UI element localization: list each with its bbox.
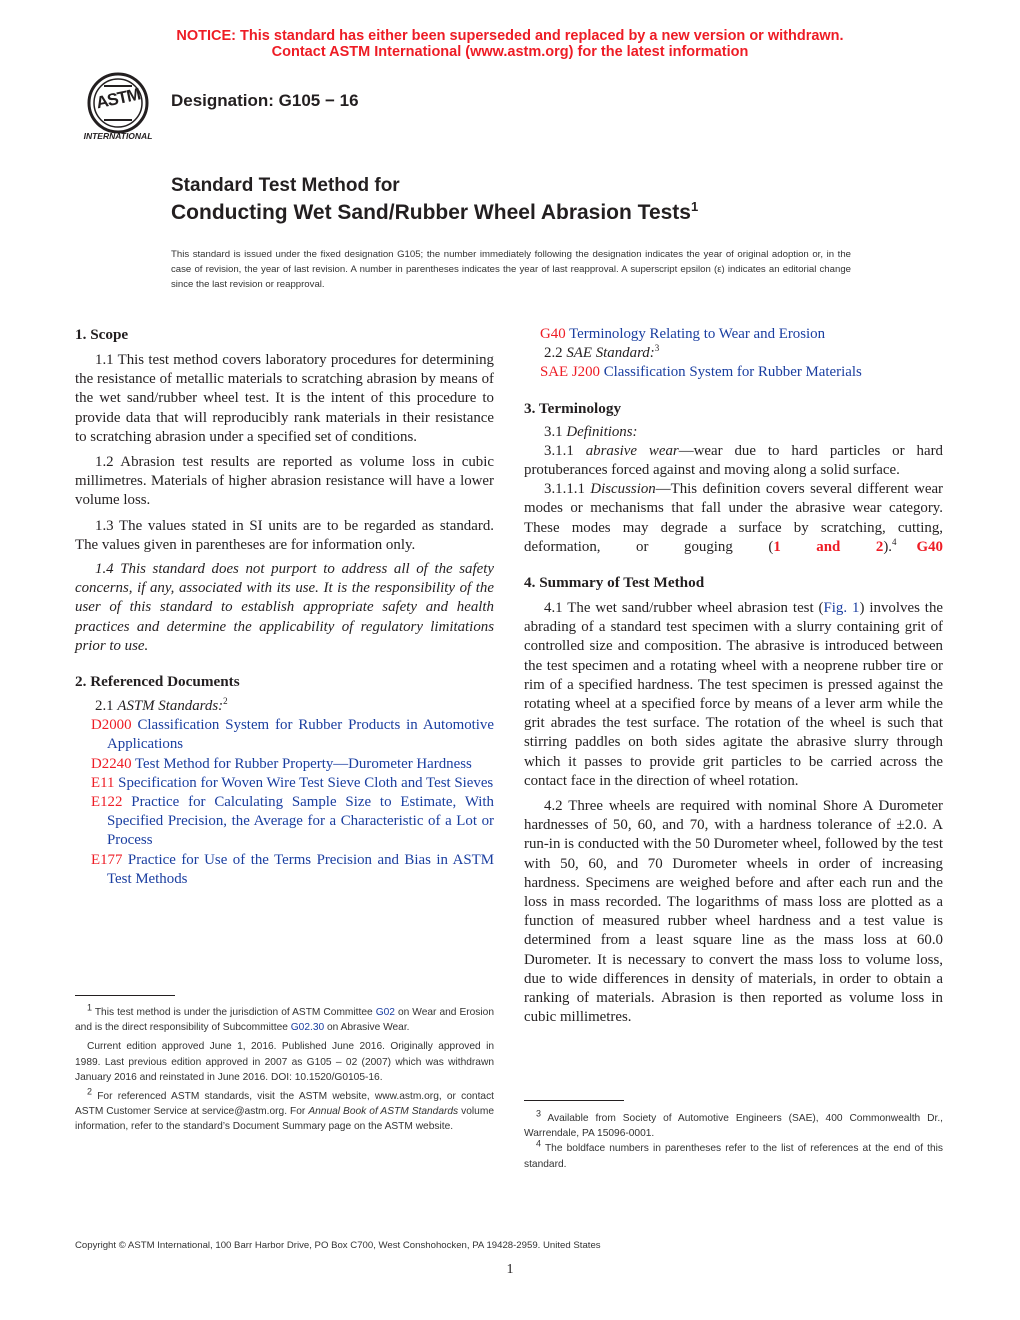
left-footnotes — [75, 1002, 495, 1135]
footnote-1-c: on Abrasive Wear. — [324, 1022, 410, 1034]
ref-d2240-code[interactable]: D2240 — [91, 755, 132, 772]
sae-standard-text: SAE Standard: — [566, 345, 655, 362]
disc-text: —This definition covers several different wear modes or mechanisms that fall under the abrasive wear category. These modes may degrade a surface by scratching, cutting, deformation, or gouging ( — [524, 481, 944, 555]
ref-g40[interactable] — [524, 325, 943, 344]
def-discussion — [524, 480, 943, 557]
ref-d2000-title[interactable]: Classification System for Rubber Products in Automotive Applications — [107, 717, 494, 753]
disc-term: Discussion — [590, 481, 656, 498]
title-footnote-mark: 1 — [690, 199, 699, 214]
sae-standard-num: 2.2 — [544, 345, 567, 362]
astm-logo — [74, 72, 162, 144]
definitions-num: 3.1 — [544, 423, 567, 440]
footnote-1-mark: 1 — [87, 1002, 93, 1013]
ref-sae-j200-code[interactable]: SAE J200 — [540, 364, 600, 381]
para-4-1-b: ) involves the abrading of a standard test specimen with a slurry containing grit of controlled size and composition. The abrasive is introduced between the test specimen and a rotating wheel with a neoprene rubber tire or rim of a specified hardness. The test specimen is pressed against the rotating wheel at a specified force by means of a lever arm while the grit abrades the test surface. The rotation of the wheel is such that stirring paddles on both sides agitate the abrasive slurry through which it passes to provide grit particles to be carried across the contact face in the direction of wheel rotation. — [524, 600, 943, 789]
footnote-2-a: For referenced ASTM standards, visit the ASTM website, www.astm.org, or contact ASTM Customer Service at service@astm.org. For — [75, 1091, 494, 1118]
footnote-4-text: The boldface numbers in parentheses refer to the list of references at the end of this standard. — [524, 1143, 943, 1170]
right-footnotes — [524, 1108, 943, 1172]
ref-link-1-and-2[interactable]: 1 and 2 — [773, 538, 884, 555]
def-aw-num: 3.1.1 — [544, 442, 586, 459]
footnote-1 — [75, 1002, 494, 1035]
footnote-4 — [524, 1141, 943, 1171]
ref-e11-title[interactable]: Specification for Woven Wire Test Sieve Cloth and Test Sieves — [114, 774, 494, 791]
logo-subtitle: INTERNATIONAL — [83, 131, 153, 141]
notice-line-2: Contact ASTM International (www.astm.org) for the latest information — [271, 44, 749, 60]
sae-standard-sup: 3 — [654, 343, 660, 354]
footnote-3 — [524, 1108, 943, 1141]
fig-1-link[interactable]: Fig. 1 — [823, 600, 860, 617]
notice-line-1: NOTICE: This standard has either been superseded and replaced by a new version or withdrawn. — [176, 28, 844, 44]
astm-standards-label — [75, 697, 494, 716]
right-footnote-rule — [524, 1100, 624, 1101]
link-g02[interactable]: G02 — [375, 1007, 395, 1018]
def-abrasive-wear — [524, 442, 943, 480]
ref-d2000[interactable] — [75, 716, 494, 754]
para-4-1 — [524, 599, 943, 791]
ref-sae-j200-title[interactable]: Classification System for Rubber Materials — [599, 364, 862, 381]
left-column — [75, 325, 494, 889]
disc-end: ). — [883, 538, 892, 555]
para-1-2: 1.2 Abrasion test results are reported as volume loss in cubic millimetres. Materials of higher abrasion resistance will have a lower volume loss. — [75, 454, 494, 509]
definitions-label — [524, 423, 943, 442]
scope-heading: 1. Scope — [75, 326, 129, 343]
ref-e177-title[interactable]: Practice for Use of the Terms Precision and Bias in ASTM Test Methods — [107, 851, 494, 887]
footnote-current-edition: Current edition approved June 1, 2016. Published June 2016. Originally approved in 1989. Last previous edition approved in 2007 as G105 – 02 (2007) which was withdrawn January 2016 and reinstated in June 2016. DOI: 10.1520/G0105-16. — [75, 1041, 494, 1083]
referenced-documents-heading: 2. Referenced Documents — [75, 673, 240, 691]
summary-heading: 4. Summary of Test Method — [524, 574, 705, 592]
footnote-2 — [75, 1086, 495, 1135]
copyright: Copyright © ASTM International, 100 Barr Harbor Drive, PO Box C700, West Conshohocken, PA 19428-2959. United States — [75, 1240, 601, 1251]
para-1-3: 1.3 The values stated in SI units are to be regarded as standard. The values given in parentheses are for information only. — [75, 517, 494, 553]
footnote-1-b: on Wear and Erosion and is the direct responsibility of Subcommittee — [75, 1007, 494, 1034]
link-g0230[interactable]: G02.30 — [290, 1022, 325, 1034]
footnote-3-mark: 3 — [536, 1108, 542, 1119]
terminology-heading: 3. Terminology — [524, 399, 622, 417]
left-footnote-rule — [75, 995, 175, 996]
logo-letters: ASTM — [94, 84, 142, 113]
ref-g40-title[interactable]: Terminology Relating to Wear and Erosion — [565, 326, 826, 342]
astm-standards-sup: 2 — [223, 696, 228, 707]
footnote-2-italic: Annual Book of ASTM Standards — [308, 1106, 459, 1118]
title-text: Conducting Wet Sand/Rubber Wheel Abrasion Tests — [171, 201, 691, 224]
ref-e177-code[interactable]: E177 — [91, 851, 123, 868]
def-aw-text: —wear due to hard particles or hard protuberances forced against and moving along a solid surface. — [524, 442, 943, 479]
ref-e122-code[interactable]: E122 — [91, 794, 123, 811]
para-4-1-a: 4.1 The wet sand/rubber wheel abrasion test ( — [544, 600, 824, 617]
ref-e122[interactable] — [75, 793, 494, 851]
footnote-3-text: Available from Society of Automotive Engineers (SAE), 400 Commonwealth Dr., Warrendale, PA 15096-0001. — [524, 1113, 943, 1140]
def-aw-term: abrasive wear — [585, 442, 679, 459]
ref-e177[interactable] — [75, 851, 494, 889]
page-number: 1 — [506, 1262, 514, 1277]
astm-standards-num: 2.1 — [95, 698, 118, 715]
para-1-4: 1.4 This standard does not purport to address all of the safety concerns, if any, associated with its use. It is the responsibility of the user of this standard to establish appropriate safety and health practices and determine the applicability of regulatory limitations prior to use. — [75, 561, 494, 654]
ref-e122-title[interactable]: Practice for Calculating Sample Size to Estimate, With Specified Precision, the Average for a Characteristic of a Lot or Process — [107, 794, 494, 849]
footnote-4-mark: 4 — [536, 1139, 542, 1150]
footnote-2-mark: 2 — [87, 1086, 93, 1097]
title-line-2 — [171, 199, 698, 225]
ref-g40-code[interactable]: G40 — [540, 326, 566, 342]
issued-note: This standard is issued under the fixed designation G105; the number immediately following the designation indicates the year of original adoption or, in the case of revision, the year of last revision. A number in parentheses indicates the year of last reapproval. A superscript epsilon (ε) indicates an editorial change since the last revision or reapproval. — [171, 249, 851, 290]
sae-standard-label — [524, 344, 943, 363]
ref-e11-code[interactable]: E11 — [91, 774, 115, 791]
disc-sup: 4 — [892, 536, 897, 547]
ref-sae-j200[interactable] — [524, 363, 943, 382]
right-column — [524, 325, 943, 1028]
ref-d2240[interactable] — [75, 755, 494, 774]
definitions-text: Definitions: — [566, 423, 638, 440]
title-line-1: Standard Test Method for — [171, 175, 400, 196]
footnote-1-a: This test method is under the jurisdiction of ASTM Committee — [92, 1007, 376, 1018]
para-1-1: 1.1 This test method covers laboratory procedures for determining the resistance of metallic materials to scratching abrasion by means of the wet sand/rubber wheel test. It is the intent of this procedure to provide data that will reproducibly rank materials in their resistance to scratching abrasion under a specified set of conditions. — [75, 352, 494, 445]
ref-d2240-title[interactable]: Test Method for Rubber Property—Durometer Hardness — [131, 755, 472, 772]
astm-standards-text: ASTM Standards: — [117, 698, 224, 715]
ref-e11[interactable] — [75, 774, 494, 793]
disc-g40-link[interactable]: G40 — [916, 538, 943, 555]
disc-num: 3.1.1.1 — [544, 481, 591, 498]
para-4-2: 4.2 Three wheels are required with nominal Shore A Durometer hardnesses of 50, 60, and 70, with a hardness tolerance of ±2.0. A run-in is conducted with the 50 Durometer wheel, followed by the test with 50, 60, and 70 Durometer wheels in order of increasing hardness. Specimens are weighed before and after each run and the loss in mass recorded. The logarithms of mass loss are plotted as a function of measured rubber wheel hardness and a test value is determined from a least square line as the mass loss at 60.0 Durometer. It is necessary to convert the mass loss to volume loss, due to wide differences in density of materials, in order to obtain a ranking of materials. Abrasion is then reported as volume loss in cubic millimetres. — [524, 798, 943, 1026]
ref-d2000-code[interactable]: D2000 — [91, 717, 132, 734]
designation: Designation: G105 − 16 — [171, 91, 359, 110]
footnote-2-b: volume information, refer to the standard’s Document Summary page on the ASTM website. — [75, 1106, 495, 1133]
